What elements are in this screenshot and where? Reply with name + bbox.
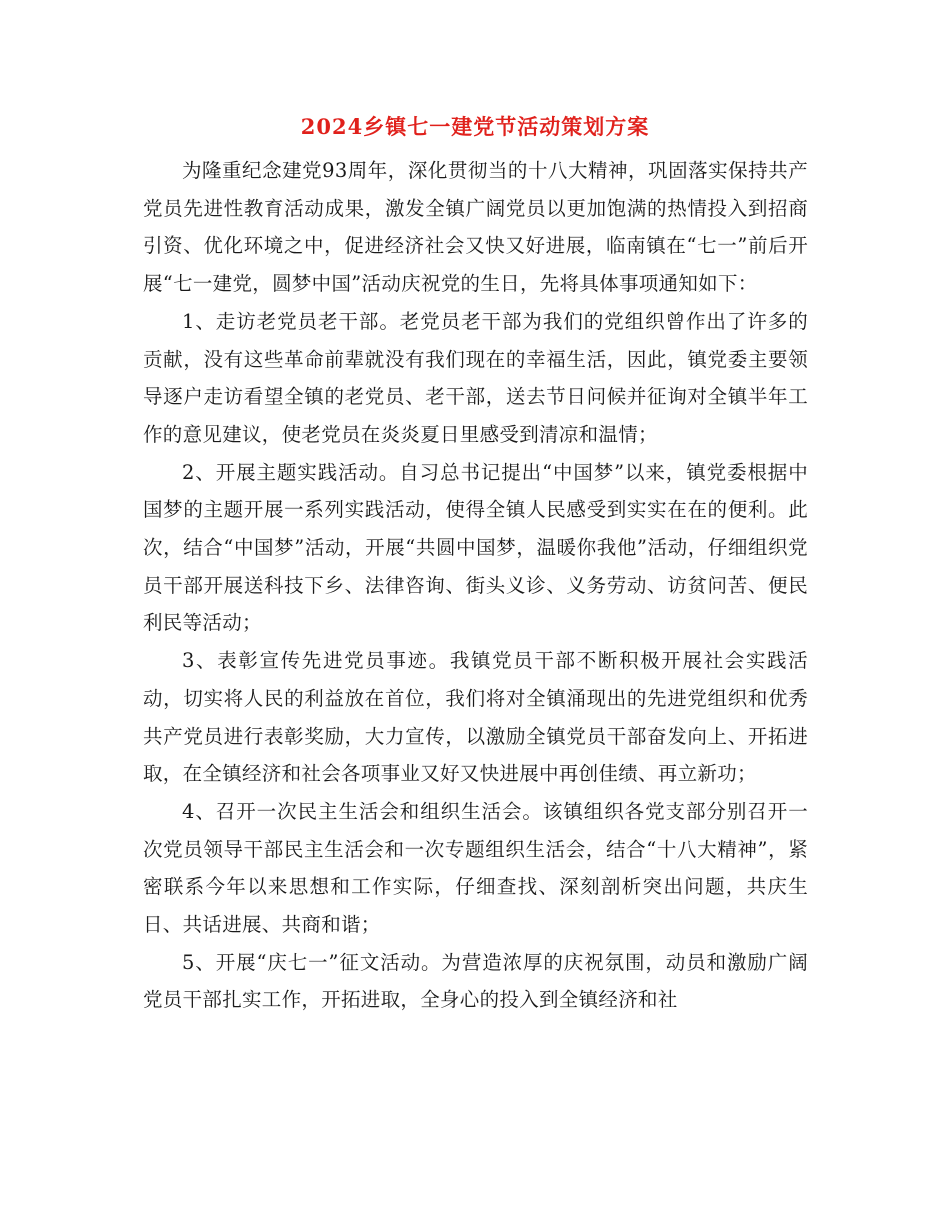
paragraph-item-4: 4、召开一次民主生活会和组织生活会。该镇组织各党支部分别召开一次党员领导干部民主生活会和一次专题组织生活会，结合“十八大精神”，紧密联系今年以来思想和工作实际，仔细查找、深刻剖析突出问题，共庆生日、共话进展、共商和谐； <box>143 799 808 937</box>
paragraph-item-1: 1、走访老党员老干部。老党员老干部为我们的党组织曾作出了许多的贡献，没有这些革命前辈就没有我们现在的幸福生活，因此，镇党委主要领导逐户走访看望全镇的老党员、老干部，送去节日问候并征询对全镇半年工作的意见建议，使老党员在炎炎夏日里感受到清凉和温情； <box>143 309 808 446</box>
paragraph-item-3: 3、表彰宣传先进党员事迹。我镇党员干部不断积极开展社会实践活动，切实将人民的利益放在首位，我们将对全镇涌现出的先进党组织和优秀共产党员进行表彰奖励，大力宣传，以激励全镇党员干部奋发向上、开拓进取，在全镇经济和社会各项事业又好又快进展中再创佳绩、再立新功； <box>143 649 808 786</box>
document-title: 2024乡镇七一建党节活动策划方案 <box>300 114 650 139</box>
paragraph-intro: 为隆重纪念建党93周年，深化贯彻当的十八大精神，巩固落实保持共产党员先进性教育活动成果，激发全镇广阔党员以更加饱满的热情投入到招商引资、优化环境之中，促进经济社会又快又好进展，临南镇在“七一”前后开展“七一建党，圆梦中国”活动庆祝党的生日，先将具体事项通知如下： <box>143 159 808 296</box>
paragraph-item-5: 5、开展“庆七一”征文活动。为营造浓厚的庆祝氛围，动员和激励广阔党员干部扎实工作，开拓进取，全身心的投入到全镇经济和社 <box>143 950 808 1012</box>
paragraph-item-2: 2、开展主题实践活动。自习总书记提出“中国梦”以来，镇党委根据中国梦的主题开展一系列实践活动，使得全镇人民感受到实实在在的便利。此次，结合“中国梦”活动，开展“共圆中国梦，温暖你我他”活动，仔细组织党员干部开展送科技下乡、法律咨询、街头义诊、义务劳动、访贫问苦、便民利民等活动； <box>143 460 808 635</box>
document-body <box>143 152 808 1019</box>
